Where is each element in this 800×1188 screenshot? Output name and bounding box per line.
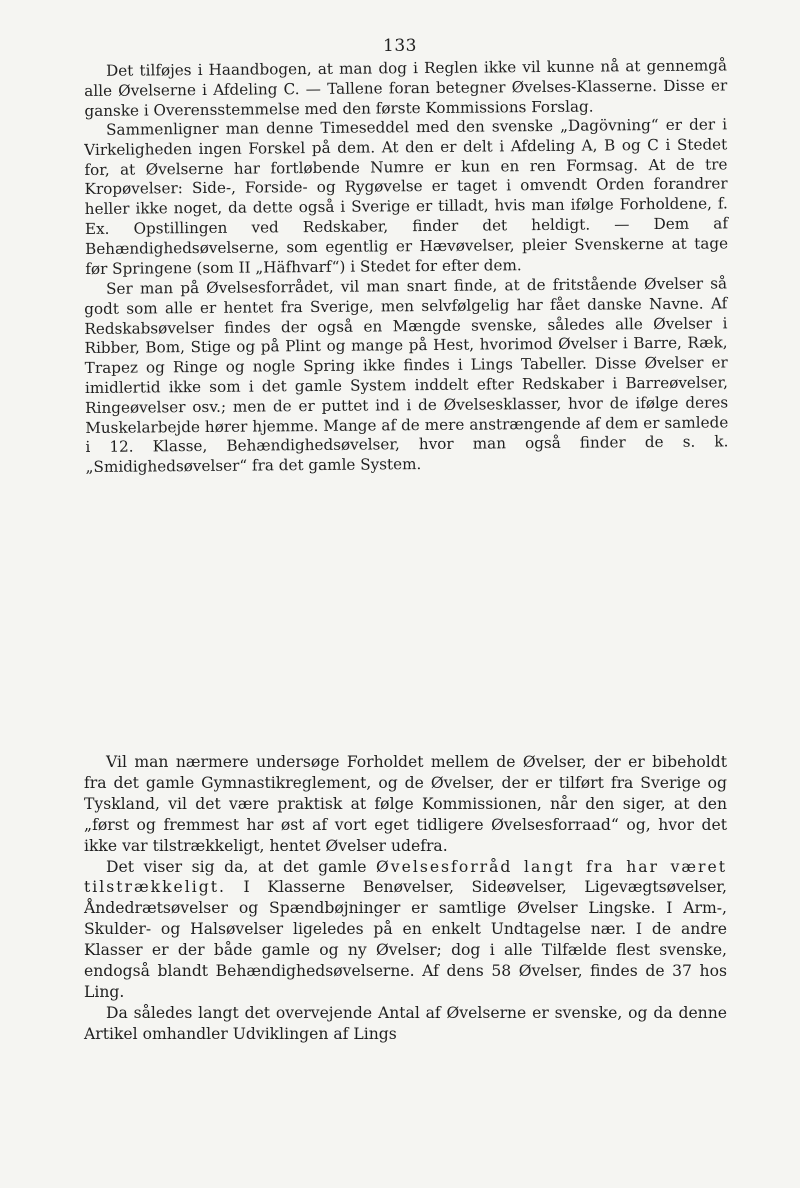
- text-run: Det viser sig da, at det gamle: [106, 857, 377, 876]
- text-block-upper: [84, 56, 729, 478]
- paragraph: Sammenligner man denne Timeseddel med den svenske „Dagövning“ er der i Virkeligheden ingen Forskel på dem. At den er delt i Afdeling A, B og C i Stedet for, at Øvelserne har fortløbende Numre er kun en ren Formsag. At de tre Kropøvelser: Side-, Forside- og Rygøvelse er taget i omvendt Orden forandrer heller ikke noget, da dette også i Sverige er tilladt, hvis man ifølge Forholdene, f. Ex. Opstillingen ved Redskaber, finder det heldigt. — Dem af Behændighedsøvelserne, som egentlig er Hævøvelser, pleier Svenskerne at tage før Springene (som II „Häfhvarf“) i Stedet for efter dem.: [84, 115, 729, 278]
- paragraph: Vil man nærmere undersøge Forholdet mellem de Øvelser, der er bibeholdt fra det gamle Gymnastikreglement, og de Øvelser, der er tilført fra Sverige og Tyskland, vil det være praktisk at følge Kommissionen, når den siger, at den „først og fremmest har øst af vort eget tidligere Øvelsesforraad“ og, hvor det ikke var tilstrækkeligt, hentet Øvelser udefra.: [84, 753, 727, 855]
- emphasized-text: Øvelsesforråd langt fra har været tilstrækkeligt.: [84, 857, 727, 897]
- paragraph: Det tilføjes i Haandbogen, at man dog i Reglen ikke vil kunne nå at gennemgå alle Øvelserne i Afdeling C. — Tallene foran betegner Øvelses-Klasserne. Disse er ganske i Overensstemmelse med den første Kommissions Forslag.: [84, 56, 728, 120]
- paragraph: Ser man på Øvelsesforrådet, vil man snart finde, at de fritstående Øvelser så godt som alle er hentet fra Sverige, men selvfølgelig har fået danske Navne. Af Redskabsøvelser findes der også en Mængde svenske, således alle Øvelser i Ribber, Bom, Stige og på Plint og mange på Hest, hvorimod Øvelser i Barre, Ræk, Trapez og Ringe og nogle Spring ikke findes i Lings Tabeller. Disse Øvelser er imidlertid ikke som i det gamle System inddelt efter Redskaber i Barreøvelser, Ringeøvelser osv.; men de er puttet ind i de Øvelsesklasser, hvor de ifølge deres Muskelarbejde hører hjemme. Mange af de mere anstrængende af dem er samlede i 12. Klasse, Behændighedsøvelser, hvor man også finder de s. k. „Smidighedsøvelser“ fra det gamle System.: [84, 274, 729, 476]
- text-run: I Klasserne Benøvelser, Sideøvelser, Ligevægtsøvelser, Åndedrætsøvelser og Spændbøjninger er samtlige Øvelser Lingske. I Arm-, Skulder- og Halsøvelser ligeledes på en enkelt Undtagelse nær. I de andre Klasser er der både gamle og ny Øvelser; dog i alle Tilfælde flest svenske, endogså blandt Behændighedsøvelserne. Af dens 58 Øvelser, findes de 37 hos Ling.: [84, 878, 727, 1001]
- page-number: 133: [383, 36, 417, 56]
- paragraph: [84, 857, 727, 1003]
- paragraph: Da således langt det overvejende Antal af Øvelserne er svenske, og da denne Artikel omhandler Udviklingen af Lings: [84, 1003, 727, 1043]
- text-block-lower: [84, 752, 727, 1045]
